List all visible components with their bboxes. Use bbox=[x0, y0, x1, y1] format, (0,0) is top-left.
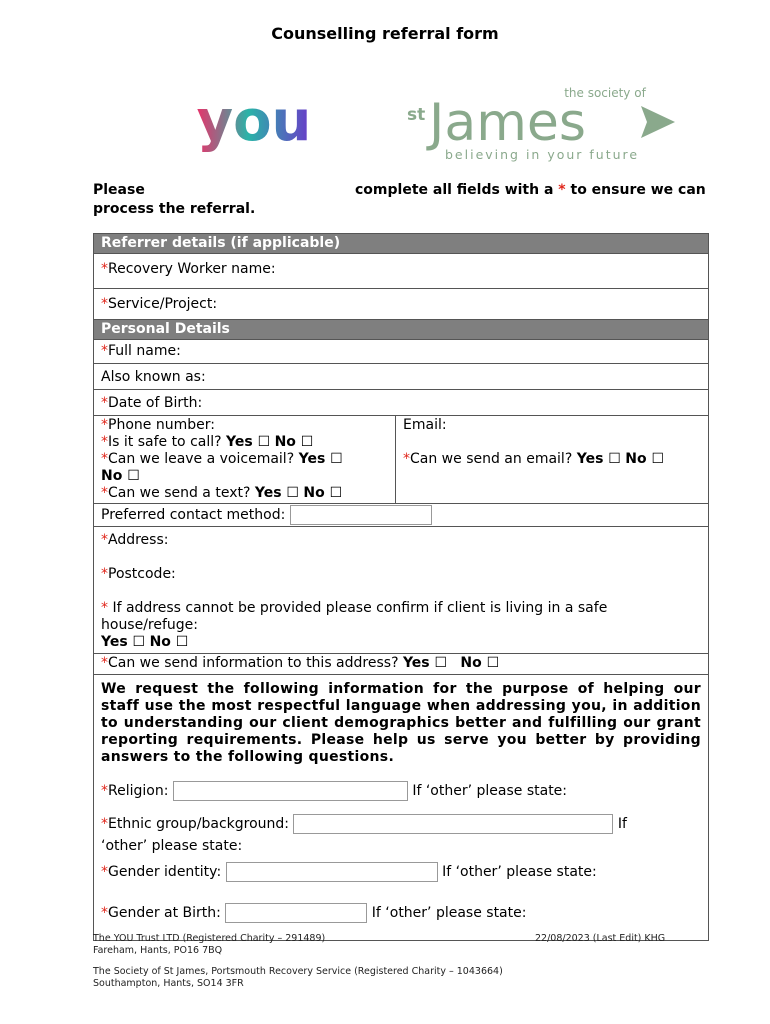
voicemail-row[interactable]: *Can we leave a voicemail? Yes ☐ No ☐ bbox=[101, 451, 343, 484]
sj-arrow-icon bbox=[641, 106, 675, 138]
sj-tagline-top: the society of bbox=[564, 86, 646, 100]
you-logo-text: you bbox=[196, 90, 312, 152]
ethnic-input[interactable] bbox=[293, 814, 613, 834]
intro-line2: process the referral. bbox=[93, 201, 256, 217]
gender-identity-row: *Gender identity: If ‘other’ please state: bbox=[101, 864, 597, 880]
intro-please: Please bbox=[93, 182, 145, 198]
info-paragraph: We request the following information for the purpose of helping our staff use the most respectful language when addressing you, in addition to understanding our client demographics better and fulfilling our grant reporting requirements. Please help us serve you better by providing answers to the following questions. bbox=[101, 681, 701, 765]
service-project-field[interactable]: *Service/Project: bbox=[94, 289, 709, 320]
religion-row: *Religion: If ‘other’ please state: bbox=[101, 783, 568, 799]
page-title: Counselling referral form bbox=[271, 24, 499, 43]
send-info-row[interactable]: *Can we send information to this address? Yes ☐ No ☐ bbox=[94, 654, 709, 675]
text-row[interactable]: *Can we send a text? Yes ☐ No ☐ bbox=[101, 485, 343, 501]
gender-identity-input[interactable] bbox=[226, 862, 438, 882]
safe-to-call-row[interactable]: *Is it safe to call? Yes ☐ No ☐ bbox=[101, 434, 314, 450]
sj-tagline-bottom: believing in your future bbox=[445, 147, 640, 162]
religion-input[interactable] bbox=[173, 781, 408, 801]
footer-last-edit: 22/08/2023 (Last Edit) KHG bbox=[535, 933, 666, 944]
sj-name-st: st bbox=[407, 105, 426, 125]
referrer-section-header: Referrer details (if applicable) bbox=[94, 234, 709, 254]
phone-field[interactable]: *Phone number: bbox=[101, 417, 215, 433]
you-logo bbox=[195, 90, 313, 152]
email-field[interactable]: Email: bbox=[403, 417, 447, 433]
intro-instruction: complete all fields with a * to ensure we can bbox=[355, 182, 706, 198]
society-st-james-logo bbox=[405, 84, 685, 164]
address-cell bbox=[94, 527, 709, 654]
footer-you-trust: The YOU Trust LTD (Registered Charity – 291489) Fareham, Hants, PO16 7BQ bbox=[93, 933, 326, 956]
ethnic-row: *Ethnic group/background: If ‘other’ please state: bbox=[101, 816, 627, 854]
footer-society: The Society of St James, Portsmouth Recovery Service (Registered Charity – 1043664) Southampton, Hants, SO14 3FR bbox=[93, 966, 503, 989]
sj-name: James bbox=[429, 93, 586, 153]
referral-form-table bbox=[93, 233, 709, 941]
address-field[interactable]: *Address: bbox=[101, 532, 169, 548]
gender-birth-input[interactable] bbox=[225, 903, 367, 923]
gender-birth-row: *Gender at Birth: If ‘other’ please state: bbox=[101, 905, 527, 921]
dob-field[interactable]: *Date of Birth: bbox=[94, 390, 709, 416]
send-email-row[interactable]: *Can we send an email? Yes ☐ No ☐ bbox=[403, 451, 665, 467]
preferred-contact-input[interactable] bbox=[290, 505, 432, 525]
postcode-field[interactable]: *Postcode: bbox=[101, 566, 176, 582]
preferred-contact-row: Preferred contact method: bbox=[94, 504, 709, 527]
safe-house-row[interactable]: Yes ☐ No ☐ bbox=[101, 634, 189, 650]
email-cell bbox=[396, 416, 709, 504]
recovery-worker-field[interactable]: *Recovery Worker name: bbox=[94, 254, 709, 289]
address-note: * If address cannot be provided please confirm if client is living in a safe house/refuge: bbox=[101, 600, 608, 633]
full-name-field[interactable]: *Full name: bbox=[94, 340, 709, 364]
demographics-cell bbox=[94, 675, 709, 941]
personal-section-header: Personal Details bbox=[94, 320, 709, 340]
phone-cell bbox=[94, 416, 396, 504]
also-known-as-field[interactable]: Also known as: bbox=[94, 364, 709, 390]
